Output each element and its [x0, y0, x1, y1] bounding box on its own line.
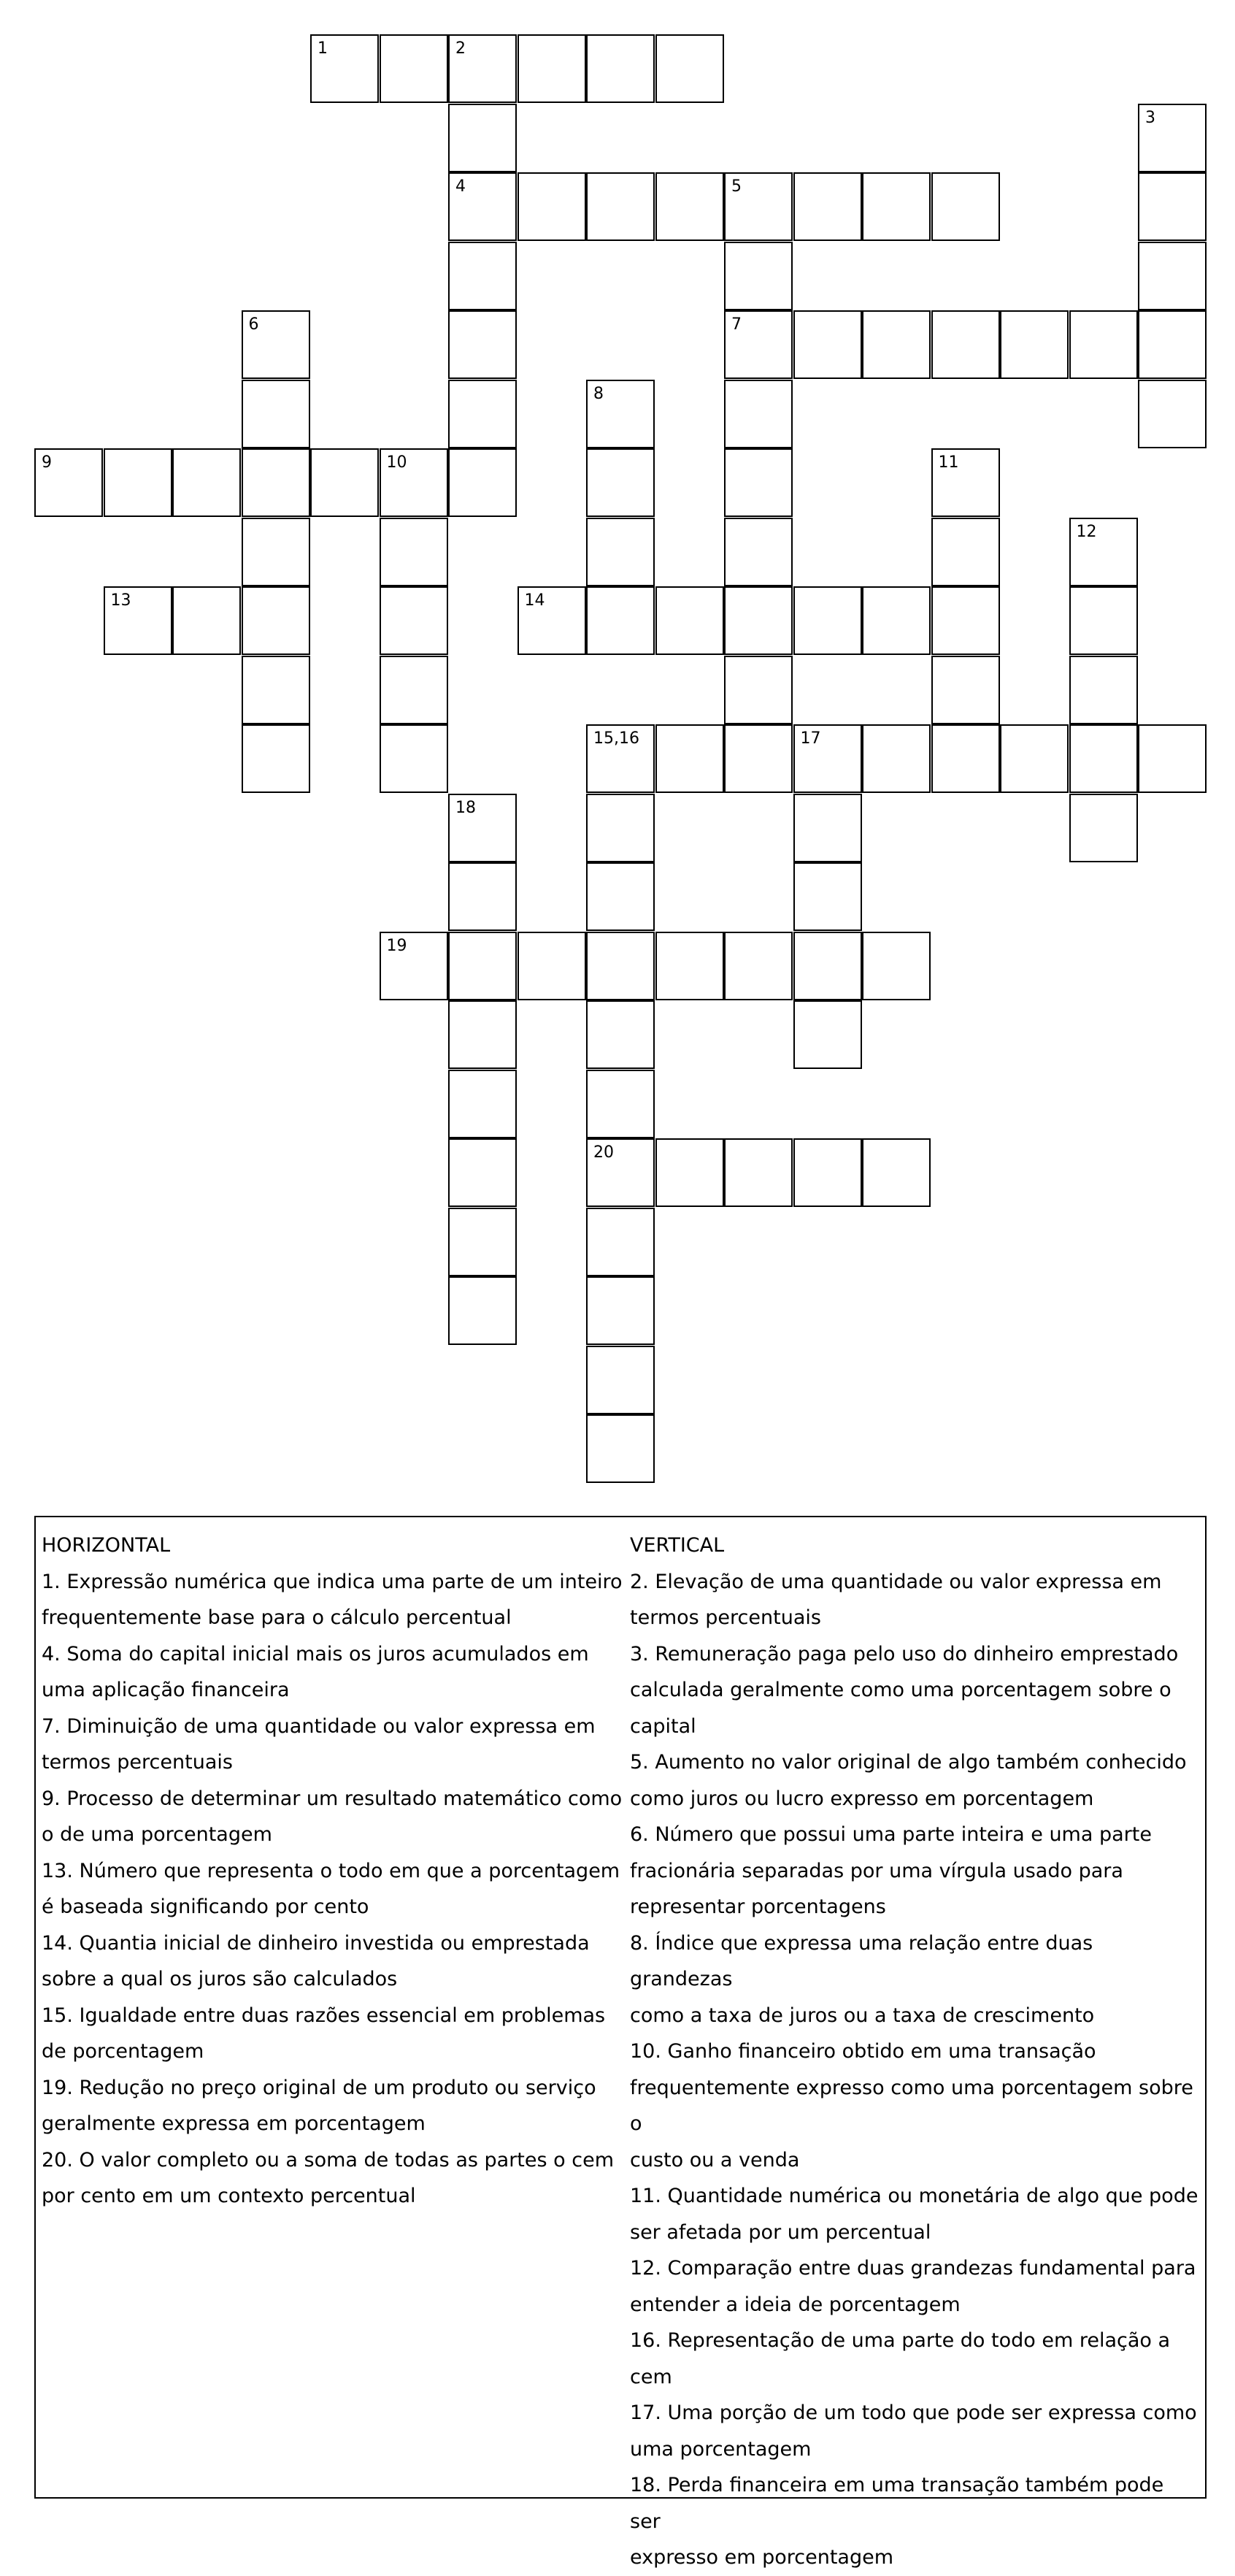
clue-line: termos percentuais — [630, 1606, 821, 1629]
grid-cell[interactable] — [931, 310, 1000, 379]
clue-number: 20 — [593, 1143, 614, 1162]
clue-number: 10 — [386, 453, 407, 472]
clue-number: 14 — [524, 591, 545, 610]
grid-cell[interactable] — [172, 586, 241, 655]
grid-cell[interactable] — [793, 586, 862, 655]
grid-cell[interactable] — [1069, 518, 1138, 586]
clue-line: 6. Número que possui uma parte inteira e uma parte — [630, 1823, 1152, 1846]
clue-number: 9 — [42, 453, 52, 472]
clue-number: 19 — [386, 936, 407, 955]
clue-line: o de uma porcentagem — [42, 1823, 272, 1846]
grid-cell[interactable] — [586, 380, 655, 448]
grid-cell[interactable] — [380, 656, 448, 724]
grid-cell[interactable] — [586, 794, 655, 862]
clue-number: 12 — [1076, 522, 1097, 541]
grid-cell[interactable] — [448, 1070, 517, 1138]
clue-line: uma porcentagem — [630, 2437, 812, 2461]
horizontal-clue-list — [42, 1564, 626, 2215]
grid-cell[interactable] — [448, 380, 517, 448]
grid-cell[interactable] — [448, 1208, 517, 1276]
grid-cell[interactable] — [448, 242, 517, 310]
clue-number: 15,16 — [593, 729, 639, 748]
grid-cell[interactable] — [380, 34, 448, 103]
grid-cell[interactable] — [793, 1138, 862, 1207]
grid-cell[interactable] — [518, 172, 586, 241]
grid-cell[interactable] — [1138, 724, 1207, 793]
grid-cell[interactable] — [586, 1208, 655, 1276]
grid-cell[interactable] — [724, 448, 793, 517]
clue-line: como juros ou lucro expresso em porcentagem — [630, 1787, 1094, 1810]
grid-cell[interactable] — [586, 518, 655, 586]
clue-line: 15. Igualdade entre duas razões essencial em problemas — [42, 2004, 606, 2027]
grid-cell[interactable] — [724, 586, 793, 655]
clue-line: capital — [630, 1714, 696, 1738]
grid-cell[interactable] — [724, 656, 793, 724]
clue-line: como a taxa de juros ou a taxa de crescimento — [630, 2004, 1095, 2027]
grid-cell[interactable] — [793, 862, 862, 931]
clue-number: 1 — [318, 39, 328, 58]
grid-cell[interactable] — [380, 586, 448, 655]
clue-number: 8 — [593, 384, 604, 403]
grid-cell[interactable] — [172, 448, 241, 517]
grid-cell[interactable] — [448, 448, 517, 517]
clue-line: 8. Índice que expressa uma relação entre duas grandezas — [630, 1931, 1093, 1990]
clue-line: 11. Quantidade numérica ou monetária de algo que pode — [630, 2185, 1199, 2207]
grid-cell[interactable] — [1000, 310, 1069, 379]
clue-number: 17 — [800, 729, 821, 748]
clue-line: calculada geralmente como uma porcentagem sobre o — [630, 1679, 1171, 1701]
grid-cell[interactable] — [931, 656, 1000, 724]
clue-line: 9. Processo de determinar um resultado matemático como — [42, 1787, 623, 1810]
grid-cell[interactable] — [242, 448, 310, 517]
grid-cell[interactable] — [310, 34, 379, 103]
grid-cell[interactable] — [1069, 724, 1138, 793]
clue-line: por cento em um contexto percentual — [42, 2185, 416, 2207]
clue-number: 7 — [731, 315, 742, 334]
grid-cell[interactable] — [724, 1138, 793, 1207]
grid-cell[interactable] — [655, 586, 724, 655]
grid-cell[interactable] — [931, 518, 1000, 586]
grid-cell[interactable] — [655, 172, 724, 241]
clue-line: 14. Quantia inicial de dinheiro investida ou emprestada — [42, 1931, 590, 1955]
clue-line: frequentemente base para o cálculo percentual — [42, 1606, 512, 1629]
clue-line: 17. Uma porção de um todo que pode ser expressa como — [630, 2401, 1197, 2424]
grid-cell[interactable] — [242, 518, 310, 586]
grid-cell[interactable] — [724, 518, 793, 586]
clue-line: 2. Elevação de uma quantidade ou valor expressa em — [630, 1570, 1162, 1593]
grid-cell[interactable] — [242, 586, 310, 655]
clue-line: 10. Ganho financeiro obtido em uma transação — [630, 2040, 1096, 2063]
grid-cell[interactable] — [586, 1346, 655, 1414]
grid-cell[interactable] — [655, 1138, 724, 1207]
clue-line: 20. O valor completo ou a soma de todas as partes o cem — [42, 2148, 615, 2171]
grid-cell[interactable] — [724, 380, 793, 448]
grid-cell[interactable] — [586, 1276, 655, 1345]
vertical-clue-list — [630, 1564, 1199, 2576]
clue-number: 3 — [1145, 108, 1155, 127]
clue-number: 5 — [731, 177, 742, 196]
grid-cell[interactable] — [931, 172, 1000, 241]
horizontal-clues — [42, 1527, 626, 2215]
clue-line: expresso em porcentagem — [630, 2546, 894, 2569]
grid-cell[interactable] — [862, 310, 931, 379]
grid-cell[interactable] — [931, 448, 1000, 517]
grid-cell[interactable] — [242, 656, 310, 724]
grid-cell[interactable] — [242, 380, 310, 448]
grid-cell[interactable] — [724, 724, 793, 793]
grid-cell[interactable] — [310, 448, 379, 517]
clue-line: 19. Redução no preço original de um produto ou serviço — [42, 2076, 596, 2099]
vertical-clues — [630, 1527, 1199, 2576]
grid-cell[interactable] — [586, 448, 655, 517]
grid-cell[interactable] — [448, 1138, 517, 1207]
grid-cell[interactable] — [1138, 310, 1207, 379]
grid-cell[interactable] — [862, 932, 931, 1000]
grid-cell[interactable] — [586, 862, 655, 931]
grid-cell[interactable] — [104, 448, 172, 517]
grid-cell[interactable] — [793, 172, 862, 241]
grid-cell[interactable] — [586, 34, 655, 103]
clue-line: 18. Perda financeira em uma transação também pode ser — [630, 2474, 1164, 2533]
clue-number: 11 — [938, 453, 959, 472]
grid-cell[interactable] — [448, 862, 517, 931]
vertical-title: VERTICAL — [630, 1534, 725, 1557]
grid-cell[interactable] — [1000, 724, 1069, 793]
clue-line: 13. Número que representa o todo em que a porcentagem — [42, 1859, 620, 1882]
grid-cell[interactable] — [724, 172, 793, 241]
grid-cell[interactable] — [448, 1000, 517, 1069]
grid-cell[interactable] — [1069, 794, 1138, 862]
clue-line: uma aplicação financeira — [42, 1679, 290, 1701]
clue-line: 1. Expressão numérica que indica uma parte de um inteiro — [42, 1570, 623, 1593]
grid-cell[interactable] — [655, 932, 724, 1000]
clue-number: 2 — [455, 39, 466, 58]
grid-cell[interactable] — [242, 724, 310, 793]
grid-cell[interactable] — [380, 448, 448, 517]
grid-cell[interactable] — [724, 310, 793, 379]
grid-cell[interactable] — [518, 34, 586, 103]
grid-cell[interactable] — [793, 724, 862, 793]
grid-cell[interactable] — [1069, 586, 1138, 655]
clue-number: 4 — [455, 177, 466, 196]
grid-cell[interactable] — [862, 172, 931, 241]
grid-cell[interactable] — [586, 586, 655, 655]
grid-cell[interactable] — [1138, 242, 1207, 310]
clue-line: termos percentuais — [42, 1751, 233, 1774]
clue-line: 5. Aumento no valor original de algo também conhecido — [630, 1751, 1187, 1774]
clue-line: 4. Soma do capital inicial mais os juros acumulados em — [42, 1642, 589, 1665]
grid-cell[interactable] — [724, 242, 793, 310]
grid-cell[interactable] — [586, 1414, 655, 1483]
grid-cell[interactable] — [793, 310, 862, 379]
grid-cell[interactable] — [448, 34, 517, 103]
grid-cell[interactable] — [586, 724, 655, 793]
clue-line: 7. Diminuição de uma quantidade ou valor expressa em — [42, 1714, 596, 1738]
clue-number: 18 — [455, 798, 476, 817]
grid-cell[interactable] — [448, 104, 517, 172]
clue-line: cem — [630, 2365, 672, 2388]
clue-number: 6 — [248, 315, 259, 334]
clue-number: 13 — [110, 591, 131, 610]
grid-cell[interactable] — [586, 1138, 655, 1207]
grid-cell[interactable] — [518, 932, 586, 1000]
grid-cell[interactable] — [931, 586, 1000, 655]
clue-line: frequentemente expresso como uma porcentagem sobre o — [630, 2076, 1193, 2135]
grid-cell[interactable] — [1069, 310, 1138, 379]
grid-cell[interactable] — [448, 932, 517, 1000]
clue-line: representar porcentagens — [630, 1895, 886, 1918]
clue-line: 12. Comparação entre duas grandezas fundamental para — [630, 2257, 1196, 2280]
grid-cell[interactable] — [655, 34, 724, 103]
clue-line: sobre a qual os juros são calculados — [42, 1968, 398, 1990]
grid-cell[interactable] — [793, 932, 862, 1000]
grid-cell[interactable] — [586, 1070, 655, 1138]
grid-cell[interactable] — [586, 1000, 655, 1069]
clue-line: geralmente expressa em porcentagem — [42, 2112, 426, 2135]
grid-cell[interactable] — [862, 586, 931, 655]
grid-cell[interactable] — [380, 724, 448, 793]
clue-line: 3. Remuneração paga pelo uso do dinheiro emprestado — [630, 1642, 1179, 1665]
grid-cell[interactable] — [1138, 104, 1207, 172]
grid-cell[interactable] — [104, 586, 172, 655]
grid-cell[interactable] — [448, 172, 517, 241]
clue-line: fracionária separadas por uma vírgula usado para — [630, 1859, 1123, 1882]
grid-cell[interactable] — [380, 932, 448, 1000]
grid-cell[interactable] — [380, 518, 448, 586]
grid-cell[interactable] — [793, 794, 862, 862]
grid-cell[interactable] — [586, 172, 655, 241]
grid-cell[interactable] — [1138, 172, 1207, 241]
grid-cell[interactable] — [724, 932, 793, 1000]
grid-cell[interactable] — [586, 932, 655, 1000]
grid-cell[interactable] — [793, 1000, 862, 1069]
clue-line: de porcentagem — [42, 2040, 204, 2063]
horizontal-title: HORIZONTAL — [42, 1534, 171, 1557]
grid-cell[interactable] — [448, 1276, 517, 1345]
grid-cell[interactable] — [862, 724, 931, 793]
clue-line: 16. Representação de uma parte do todo em relação a — [630, 2329, 1171, 2352]
grid-cell[interactable] — [448, 310, 517, 379]
grid-cell[interactable] — [34, 448, 103, 517]
clue-line: ser afetada por um percentual — [630, 2220, 931, 2244]
grid-cell[interactable] — [862, 1138, 931, 1207]
grid-cell[interactable] — [1069, 656, 1138, 724]
clue-line: é baseada significando por cento — [42, 1895, 369, 1918]
clue-line: entender a ideia de porcentagem — [630, 2293, 961, 2316]
clue-line: custo ou a venda — [630, 2148, 800, 2171]
grid-cell[interactable] — [242, 310, 310, 379]
grid-cell[interactable] — [448, 794, 517, 862]
clues-box — [34, 1516, 1207, 2569]
grid-cell[interactable] — [518, 586, 586, 655]
grid-cell[interactable] — [1138, 380, 1207, 448]
grid-cell[interactable] — [655, 724, 724, 793]
grid-cell[interactable] — [931, 724, 1000, 793]
